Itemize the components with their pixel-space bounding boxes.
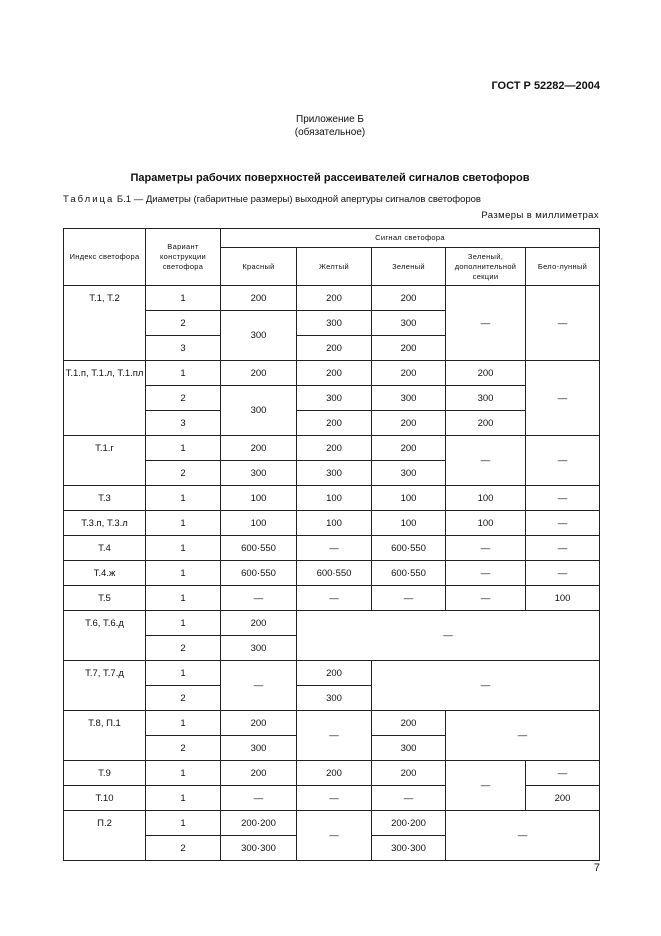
header-red: Красный — [221, 248, 297, 286]
red-cell: 200 — [221, 611, 297, 636]
lunar-white-cell: — — [526, 511, 600, 536]
yellow-cell: 300 — [297, 686, 372, 711]
green-extra-cell: 300 — [446, 386, 526, 411]
variant-cell: 1 — [146, 711, 221, 736]
green-extra-cell: — — [446, 586, 526, 611]
table-row — [64, 511, 600, 536]
table-row — [64, 586, 600, 611]
appendix-label: Приложение Б — [296, 114, 364, 125]
appendix-title — [230, 113, 430, 139]
table-row — [64, 761, 600, 786]
green-extra-cell: — — [446, 286, 526, 361]
variant-cell: 3 — [146, 336, 221, 361]
variant-cell: 1 — [146, 611, 221, 636]
variant-cell: 3 — [146, 411, 221, 436]
yellow-cell: — — [297, 711, 372, 761]
variant-cell: 2 — [146, 836, 221, 861]
variant-cell: 1 — [146, 811, 221, 836]
index-cell: Т.1, Т.2 — [64, 286, 146, 361]
yellow-cell: 200 — [297, 411, 372, 436]
index-cell: Т.7, Т.7.д — [64, 661, 146, 711]
other-signals-cell: — — [372, 661, 600, 711]
red-cell: 300 — [221, 386, 297, 436]
green-cell: — — [372, 786, 446, 811]
red-cell: — — [221, 786, 297, 811]
section-heading: Параметры рабочих поверхностей рассеивателей сигналов светофоров — [130, 172, 530, 184]
green-extra-cell: 200 — [446, 411, 526, 436]
table-row — [64, 361, 600, 386]
green-extra-cell: 100 — [446, 511, 526, 536]
page-number: 7 — [593, 862, 600, 874]
red-cell: 200 — [221, 711, 297, 736]
green-cell: 100 — [372, 511, 446, 536]
green-cell: 300 — [372, 736, 446, 761]
red-cell: 200 — [221, 761, 297, 786]
appendix-status: (обязательное) — [294, 127, 366, 138]
red-cell: 200·200 — [221, 811, 297, 836]
index-cell: Т.4.ж — [64, 561, 146, 586]
green-cell: 600·550 — [372, 536, 446, 561]
lunar-white-cell: — — [526, 536, 600, 561]
red-cell: 600·550 — [221, 561, 297, 586]
units-note: Размеры в миллиметрах — [481, 210, 599, 221]
green-extra-cell: — — [446, 536, 526, 561]
other-signals-cell: — — [446, 811, 600, 861]
yellow-cell: 600·550 — [297, 561, 372, 586]
variant-cell: 1 — [146, 561, 221, 586]
green-extra-cell: 200 — [446, 361, 526, 386]
red-cell: 300·300 — [221, 836, 297, 861]
yellow-cell: — — [297, 786, 372, 811]
header-lunar-white: Бело-лунный — [526, 248, 600, 286]
index-cell: Т.1.г — [64, 436, 146, 486]
red-cell: 600·550 — [221, 536, 297, 561]
red-cell: 200 — [221, 361, 297, 386]
variant-cell: 2 — [146, 311, 221, 336]
table-row — [64, 286, 600, 311]
index-cell: Т.3 — [64, 486, 146, 511]
green-cell: 200 — [372, 336, 446, 361]
green-cell: 200 — [372, 761, 446, 786]
red-cell: 300 — [221, 461, 297, 486]
table-row — [64, 661, 600, 686]
green-extra-cell: — — [446, 761, 526, 811]
green-cell: 600·550 — [372, 561, 446, 586]
green-cell: 200 — [372, 411, 446, 436]
green-extra-cell: — — [446, 436, 526, 486]
yellow-cell: 200 — [297, 286, 372, 311]
variant-cell: 2 — [146, 686, 221, 711]
red-cell: 300 — [221, 736, 297, 761]
table-caption-number: Б.1 — [116, 194, 132, 205]
lunar-white-cell: — — [526, 561, 600, 586]
yellow-cell: 100 — [297, 511, 372, 536]
header-signal: Сигнал светофора — [221, 229, 600, 248]
yellow-cell: 300 — [297, 461, 372, 486]
table-row — [64, 436, 600, 461]
variant-cell: 1 — [146, 361, 221, 386]
yellow-cell: — — [297, 586, 372, 611]
yellow-cell: 100 — [297, 486, 372, 511]
yellow-cell: — — [297, 536, 372, 561]
red-cell: 200 — [221, 286, 297, 311]
yellow-cell: — — [297, 811, 372, 861]
green-cell: 300 — [372, 386, 446, 411]
header-variant: Вариант конструкции светофора — [146, 229, 221, 286]
red-cell: — — [221, 586, 297, 611]
variant-cell: 2 — [146, 386, 221, 411]
variant-cell: 1 — [146, 536, 221, 561]
other-signals-cell: — — [297, 611, 600, 661]
red-cell: 300 — [221, 311, 297, 361]
variant-cell: 2 — [146, 461, 221, 486]
yellow-cell: 200 — [297, 661, 372, 686]
index-cell: П.2 — [64, 811, 146, 861]
document-number: ГОСТ Р 52282—2004 — [491, 80, 600, 92]
green-extra-cell: 100 — [446, 486, 526, 511]
green-cell: 300·300 — [372, 836, 446, 861]
header-yellow: Желтый — [297, 248, 372, 286]
red-cell: 200 — [221, 436, 297, 461]
yellow-cell: 200 — [297, 361, 372, 386]
red-cell: 300 — [221, 636, 297, 661]
yellow-cell: 300 — [297, 386, 372, 411]
table-row — [64, 486, 600, 511]
green-extra-cell: — — [446, 561, 526, 586]
header-green: Зеленый — [372, 248, 446, 286]
lunar-white-cell: — — [526, 436, 600, 486]
variant-cell: 1 — [146, 436, 221, 461]
variant-cell: 2 — [146, 636, 221, 661]
index-cell: Т.6, Т.6.д — [64, 611, 146, 661]
header-index: Индекс светофора — [64, 229, 146, 286]
lunar-white-cell: 100 — [526, 586, 600, 611]
variant-cell: 2 — [146, 736, 221, 761]
variant-cell: 1 — [146, 586, 221, 611]
variant-cell: 1 — [146, 511, 221, 536]
red-cell: 100 — [221, 511, 297, 536]
green-cell: 100 — [372, 486, 446, 511]
variant-cell: 1 — [146, 286, 221, 311]
aperture-table — [63, 228, 600, 861]
table-caption — [63, 194, 481, 205]
header-green-extra: Зеленый, дополнительной секции — [446, 248, 526, 286]
yellow-cell: 200 — [297, 761, 372, 786]
other-signals-cell: — — [446, 711, 600, 761]
red-cell: 100 — [221, 486, 297, 511]
lunar-white-cell: — — [526, 361, 600, 436]
green-cell: 200 — [372, 361, 446, 386]
variant-cell: 1 — [146, 486, 221, 511]
yellow-cell: 200 — [297, 436, 372, 461]
index-cell: Т.3.п, Т.3.л — [64, 511, 146, 536]
green-cell: 200 — [372, 286, 446, 311]
index-cell: Т.10 — [64, 786, 146, 811]
green-cell: 200 — [372, 436, 446, 461]
green-cell: 200·200 — [372, 811, 446, 836]
index-cell: Т.5 — [64, 586, 146, 611]
table-row — [64, 536, 600, 561]
lunar-white-cell: 200 — [526, 786, 600, 811]
table-caption-label: Таблица — [63, 194, 115, 205]
table-caption-text: — Диаметры (габаритные размеры) выходной апертуры сигналов светофоров — [131, 194, 481, 205]
green-cell: 300 — [372, 461, 446, 486]
green-cell: 300 — [372, 311, 446, 336]
table-row — [64, 561, 600, 586]
index-cell: Т.9 — [64, 761, 146, 786]
variant-cell: 1 — [146, 761, 221, 786]
green-cell: 200 — [372, 711, 446, 736]
variant-cell: 1 — [146, 786, 221, 811]
lunar-white-cell: — — [526, 286, 600, 361]
table-row — [64, 711, 600, 736]
table-row — [64, 611, 600, 636]
variant-cell: 1 — [146, 661, 221, 686]
index-cell: Т.8, П.1 — [64, 711, 146, 761]
red-cell: — — [221, 661, 297, 711]
index-cell: Т.1.п, Т.1.л, Т.1.пл — [64, 361, 146, 436]
yellow-cell: 300 — [297, 311, 372, 336]
green-cell: — — [372, 586, 446, 611]
yellow-cell: 200 — [297, 336, 372, 361]
index-cell: Т.4 — [64, 536, 146, 561]
lunar-white-cell: — — [526, 486, 600, 511]
table-row — [64, 811, 600, 836]
lunar-white-cell: — — [526, 761, 600, 786]
